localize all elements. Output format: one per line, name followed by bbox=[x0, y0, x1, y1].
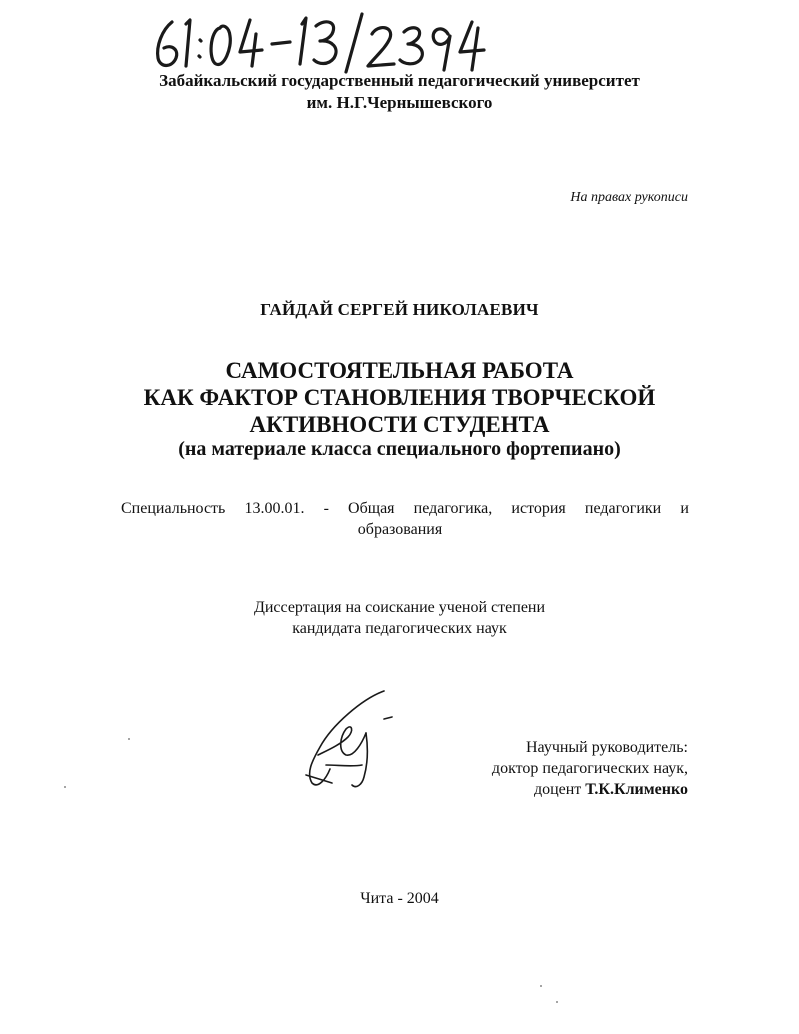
manuscript-note: На правах рукописи bbox=[570, 190, 688, 205]
specialty-word-3: история bbox=[511, 500, 566, 517]
specialty-block bbox=[121, 498, 689, 540]
handwritten-archive-code bbox=[150, 8, 490, 78]
supervisor-rank: доцент bbox=[533, 781, 582, 798]
specialty-word-4: педагогики bbox=[584, 500, 662, 517]
city-year: Чита - 2004 bbox=[360, 890, 439, 907]
specialty-line-1 bbox=[121, 498, 689, 519]
specialty-label: Специальность bbox=[121, 500, 226, 517]
specialty-code: 13.00.01. bbox=[244, 500, 305, 517]
title-line-2: КАК ФАКТОР СТАНОВЛЕНИЯ ТВОРЧЕСКОЙ bbox=[143, 385, 656, 410]
degree-statement bbox=[0, 597, 799, 639]
title-subtitle: (на материале класса специального фортепиано) bbox=[178, 438, 621, 460]
supervisor-rank-name bbox=[492, 779, 688, 800]
scan-speck bbox=[128, 738, 130, 740]
specialty-word-5: и bbox=[680, 500, 689, 517]
supervisor-block bbox=[492, 737, 688, 800]
scan-speck bbox=[556, 1001, 558, 1003]
title-line-3: АКТИВНОСТИ СТУДЕНТА bbox=[249, 412, 550, 437]
university-namesake: им. Н.Г.Чернышевского bbox=[306, 93, 493, 112]
university-name: Забайкальский государственный педагогический университет bbox=[159, 71, 640, 90]
handwritten-signature bbox=[292, 685, 402, 795]
handwritten-code-drawing bbox=[150, 8, 490, 78]
degree-line-2: кандидата педагогических наук bbox=[292, 620, 507, 637]
degree-line-1: Диссертация на соискание ученой степени bbox=[253, 599, 546, 616]
title-line-1: САМОСТОЯТЕЛЬНАЯ РАБОТА bbox=[225, 358, 574, 383]
dissertation-title bbox=[0, 357, 799, 438]
specialty-line-2: образования bbox=[357, 521, 443, 538]
specialty-word-1: Общая bbox=[348, 500, 395, 517]
specialty-word-2: педагогика, bbox=[413, 500, 493, 517]
scan-speck bbox=[64, 786, 66, 788]
supervisor-label: Научный руководитель: bbox=[525, 739, 688, 756]
author-name: ГАЙДАЙ СЕРГЕЙ НИКОЛАЕВИЧ bbox=[260, 300, 539, 319]
specialty-dash: - bbox=[323, 500, 329, 517]
scan-speck bbox=[540, 985, 542, 987]
supervisor-degree: доктор педагогических наук, bbox=[491, 760, 688, 777]
university-header bbox=[0, 70, 799, 114]
supervisor-name: Т.К.Клименко bbox=[585, 781, 688, 798]
signature-drawing bbox=[292, 685, 402, 795]
